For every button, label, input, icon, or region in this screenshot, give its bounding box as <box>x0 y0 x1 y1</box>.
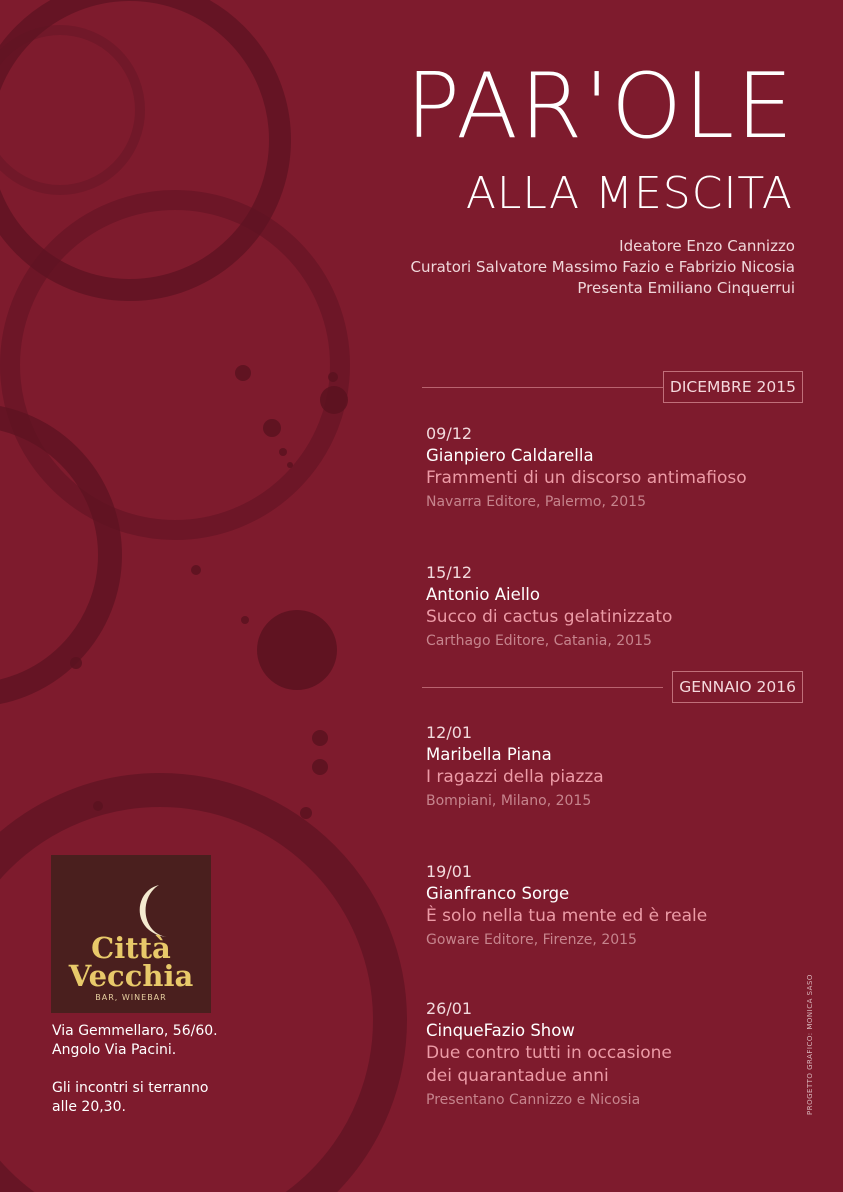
credits <box>410 236 795 299</box>
event-author: Antonio Aiello <box>426 585 540 604</box>
venue-time-hour: alle 20,30. <box>52 1099 126 1115</box>
month-header-december <box>422 371 803 403</box>
event-date: 12/01 <box>426 723 473 742</box>
event-publisher: Bompiani, Milano, 2015 <box>426 793 592 809</box>
citta-vecchia-logo <box>51 855 211 1013</box>
credit-presenta: Presenta Emiliano Cinquerrui <box>577 279 795 297</box>
month-label: GENNAIO 2016 <box>672 671 803 703</box>
logo-name-line2: Vecchia <box>68 959 194 993</box>
event-book-title: Succo di cactus gelatinizzato <box>426 607 673 627</box>
event-publisher: Navarra Editore, Palermo, 2015 <box>426 494 646 510</box>
design-credit: PROGETTO GRAFICO: MONICA SASO <box>806 974 814 1115</box>
month-divider <box>422 387 663 388</box>
event-item <box>426 423 806 514</box>
credit-ideatore: Ideatore Enzo Cannizzo <box>619 237 795 255</box>
event-date: 19/01 <box>426 862 473 881</box>
event-item <box>426 861 806 952</box>
poster-title: PAR'OLE <box>405 54 795 159</box>
venue-info <box>52 1022 252 1117</box>
event-book-title: Due contro tutti in occasione <box>426 1043 672 1063</box>
event-date: 26/01 <box>426 999 473 1018</box>
venue-address: Via Gemmellaro, 56/60. <box>52 1023 218 1039</box>
month-label: DICEMBRE 2015 <box>663 371 803 403</box>
logo-name <box>51 931 211 993</box>
event-item <box>426 562 806 653</box>
event-publisher: Presentano Cannizzo e Nicosia <box>426 1092 641 1108</box>
event-author: Gianpiero Caldarella <box>426 446 594 465</box>
poster-subtitle: ALLA MESCITA <box>465 168 793 219</box>
event-book-title: È solo nella tua mente ed è reale <box>426 906 708 926</box>
event-author: Gianfranco Sorge <box>426 884 570 903</box>
event-date: 15/12 <box>426 563 473 582</box>
event-date: 09/12 <box>426 424 473 443</box>
month-divider <box>422 687 663 688</box>
event-author: Maribella Piana <box>426 745 552 764</box>
event-item <box>426 998 806 1112</box>
event-author: CinqueFazio Show <box>426 1021 575 1040</box>
event-book-title-line2: dei quarantadue anni <box>426 1066 609 1086</box>
credit-curatori: Curatori Salvatore Massimo Fazio e Fabrizio Nicosia <box>410 258 795 276</box>
event-publisher: Goware Editore, Firenze, 2015 <box>426 932 637 948</box>
event-item <box>426 722 806 813</box>
venue-time: Gli incontri si terranno <box>52 1080 209 1096</box>
venue-address-corner: Angolo Via Pacini. <box>52 1042 177 1058</box>
event-book-title: I ragazzi della piazza <box>426 767 604 787</box>
event-book-title: Frammenti di un discorso antimafioso <box>426 468 747 488</box>
logo-name-line1: Città <box>91 931 171 965</box>
event-publisher: Carthago Editore, Catania, 2015 <box>426 633 652 649</box>
logo-tagline: BAR, WINEBAR <box>95 993 167 1002</box>
month-header-january <box>422 671 803 703</box>
